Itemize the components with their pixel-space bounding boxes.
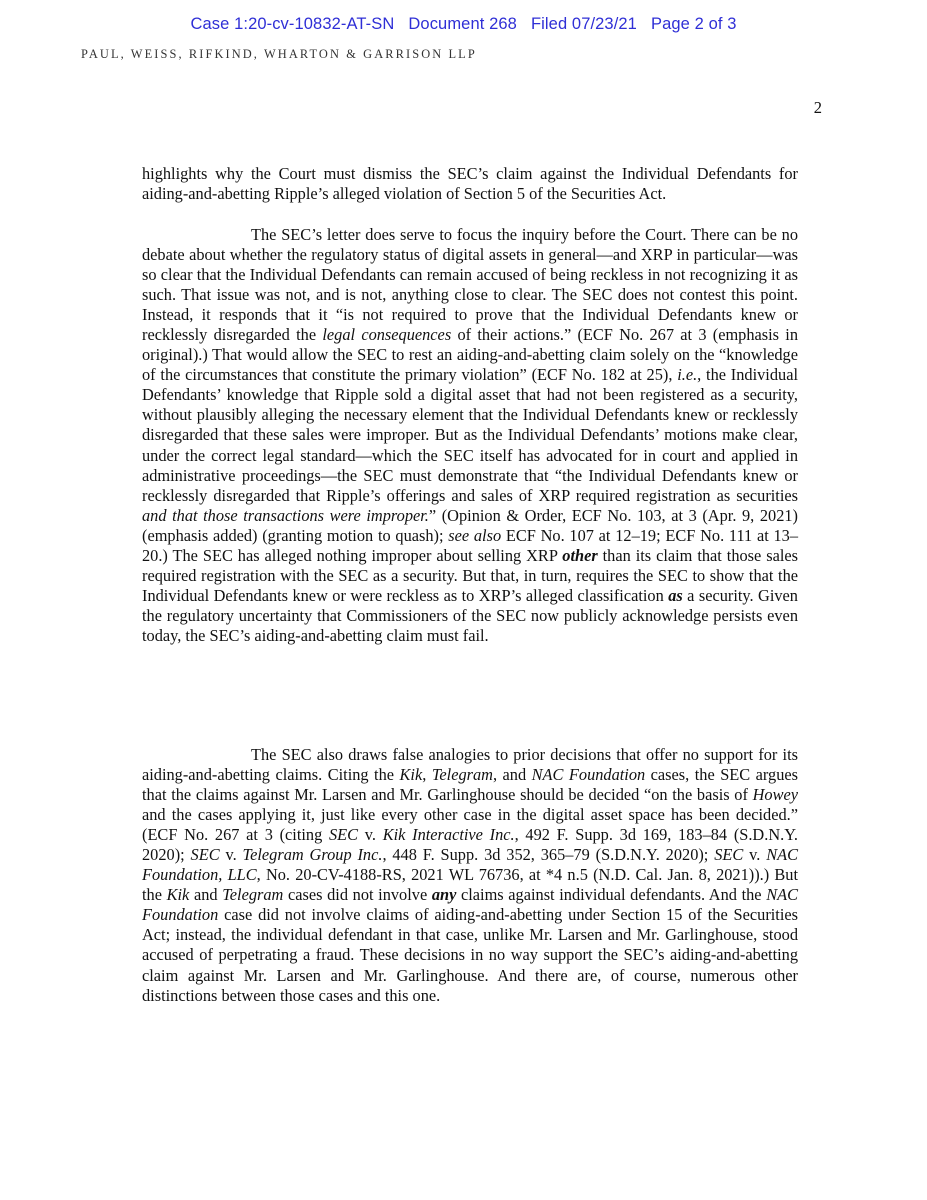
page-number: 2: [813, 98, 822, 117]
paragraph-1: [142, 164, 798, 204]
italic-run: SEC: [714, 845, 744, 865]
italic-run: and that those transactions were improper.: [142, 505, 429, 525]
text-run: The SEC also draws false analogies to prior decisions that offer no support for its aiding-and-abetting claims. Citing the: [142, 745, 798, 785]
text-run: ” (Opinion & Order, ECF No. 103, at 3 (Apr. 9, 2021) (emphasis added) (granting motion to quash);: [142, 505, 798, 545]
italic-run: Kik Interactive Inc.: [382, 825, 515, 845]
text-run: highlights why the Court must dismiss the SEC’s claim against the Individual Defendants for aiding-and-abetting Ripple’s alleged violation of Section 5 of the Securities Act.: [142, 164, 798, 204]
italic-run: Howey: [752, 785, 798, 805]
bold-italic-run: other: [562, 545, 598, 565]
paragraph-2: [142, 225, 798, 646]
text-run: ,: [422, 765, 432, 785]
text-run: , No. 20-CV-4188-RS, 2021 WL 76736, at *4 n.5 (N.D. Cal. Jan. 8, 2021)).) But the: [142, 865, 798, 905]
italic-run: legal consequences: [322, 325, 452, 345]
firm-name: PAUL, WEISS, RIFKIND, WHARTON & GARRISON LLP: [81, 47, 477, 61]
text-run: of their actions.” (ECF No. 267 at 3 (emphasis in original).) That would allow the SEC to rest an aiding-and-abetting claim solely on the “knowledge of the circumstances that constitute the primary violation” (ECF No. 182 at 25),: [142, 325, 799, 385]
text-run: v.: [219, 845, 243, 865]
italic-run: Telegram: [222, 885, 284, 905]
text-run: and: [189, 885, 223, 905]
text-run: claims against individual defendants. And the: [456, 885, 767, 905]
text-run: ECF No. 107 at 12–19; ECF No. 111 at 13–20.) The SEC has alleged nothing improper about selling XRP: [142, 525, 799, 565]
text-run: a security. Given the regulatory uncertainty that Commissioners of the SEC now publicly acknowledge persists even today, the SEC’s aiding-and-abetting claim must fail.: [142, 585, 798, 645]
text-run: The SEC’s letter does serve to focus the inquiry before the Court. There can be no debate about whether the regulatory status of digital assets in general—and XRP in particular—was so clear that the Individual Defendants can remain accused of being reckless in not recognizing it as such. That issue was not, and is not, anything close to clear. The SEC does not contest this point. Instead, it responds that it “is not required to prove that the Individual Defendants knew or recklessly disregarded the: [142, 225, 798, 345]
italic-run: Telegram Group Inc.: [242, 845, 383, 865]
italic-run: i.e.: [677, 365, 698, 385]
text-run: cases did not involve: [283, 885, 432, 905]
italic-run: SEC: [328, 825, 359, 845]
text-run: v.: [358, 825, 383, 845]
bold-italic-run: any: [431, 885, 457, 905]
italic-run: Kik: [166, 885, 190, 905]
text-run: , 448 F. Supp. 3d 352, 365–79 (S.D.N.Y. 2020);: [382, 845, 715, 865]
text-run: v.: [743, 845, 767, 865]
text-run: and the cases applying it, just like every other case in the digital asset space has been decided.” (ECF No. 267 at 3 (citing: [142, 805, 798, 845]
text-run: , and: [492, 765, 532, 785]
italic-run: SEC: [190, 845, 220, 865]
italic-run: NAC Foundation: [142, 885, 798, 925]
paragraph-3: [142, 745, 798, 1006]
text-run: , 492 F. Supp. 3d 169, 183–84 (S.D.N.Y. 2020);: [142, 825, 798, 865]
italic-run: NAC Foundation: [531, 765, 646, 785]
text-run: cases, the SEC argues that the claims against Mr. Larsen and Mr. Garlinghouse should be decided “on the basis of: [142, 765, 799, 805]
italic-run: Telegram: [431, 765, 493, 785]
italic-run: see also: [448, 525, 502, 545]
text-run: than its claim that those sales required registration with the SEC as a security. But that, in turn, requires the SEC to show that the Individual Defendants knew or were reckless as to XRP’s alleged classification: [142, 545, 798, 605]
italic-run: Kik: [399, 765, 423, 785]
italic-run: NAC Foundation, LLC: [142, 845, 799, 885]
text-run: , the Individual Defendants’ knowledge that Ripple sold a digital asset that had not been registered as a security, without plausibly alleging the necessary element that the Individual Defendants knew or recklessly disregarded that these sales were improper. But as the Individual Defendants’ motions make clear, under the correct legal standard—which the SEC itself has advocated for in court and applied in administrative proceedings—the SEC must demonstrate that “the Individual Defendants knew or recklessly disregarded that Ripple’s offerings and sales of XRP required registration as securities: [142, 365, 798, 505]
case-header: Case 1:20-cv-10832-AT-SN Document 268 Filed 07/23/21 Page 2 of 3: [190, 15, 737, 33]
text-run: case did not involve claims of aiding-and-abetting under Section 15 of the Securities Act; instead, the individual defendant in that case, unlike Mr. Larsen and Mr. Garlinghouse, stood accused of perpetrating a fraud. These decisions in no way support the SEC’s aiding-and-abetting claim against Mr. Larsen and Mr. Garlinghouse. And there are, of course, numerous other distinctions between those cases and this one.: [142, 905, 798, 1005]
bold-italic-run: as: [668, 585, 683, 605]
